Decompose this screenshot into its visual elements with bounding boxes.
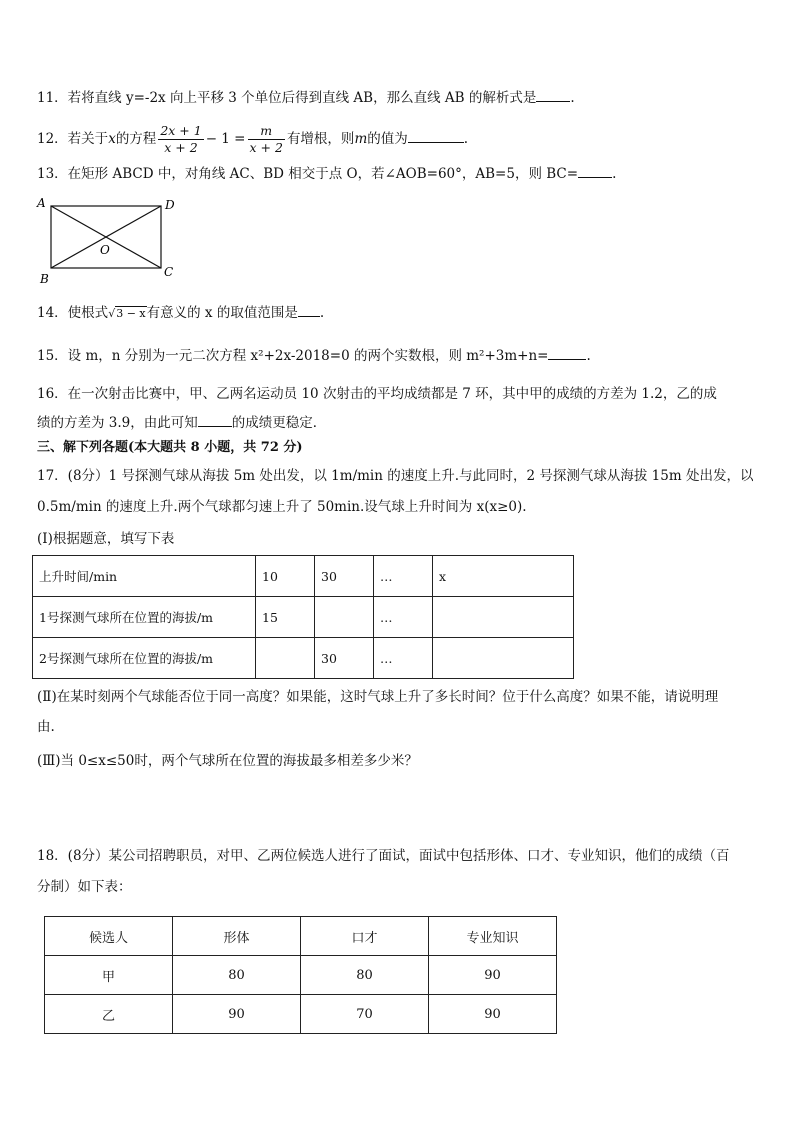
sqrt-expression: √3 − x bbox=[108, 307, 146, 320]
q15-text: 15．设 m，n 分别为一元二次方程 x²+2x-2018=0 的两个实数根，则 m²+3m+n= bbox=[37, 348, 549, 364]
q12-var-x: x bbox=[108, 131, 116, 147]
label-o: O bbox=[100, 243, 110, 257]
q17-part-3-text: (Ⅲ)当 0≤x≤50时，两个气球所在位置的海拔最多相差多少米？ bbox=[37, 753, 418, 769]
q18-table bbox=[44, 916, 557, 1034]
q15-end: . bbox=[586, 348, 591, 364]
table-cell: 70 bbox=[301, 995, 429, 1034]
q16-line-2-prefix: 绩的方差为 3.9，由此可知 bbox=[37, 415, 198, 431]
q12-minus: − 1 = bbox=[205, 131, 246, 147]
table-cell: 1号探测气球所在位置的海拔/m bbox=[33, 597, 256, 638]
radicand: 3 − x bbox=[116, 307, 146, 320]
q11-text: 11．若将直线 y=-2x 向上平移 3 个单位后得到直线 AB，那么直线 AB 的解析式是 bbox=[37, 90, 537, 106]
question-13 bbox=[37, 164, 616, 184]
table-row bbox=[45, 995, 557, 1034]
table-cell bbox=[433, 597, 574, 638]
table-header-cell: 候选人 bbox=[45, 917, 173, 956]
question-17-line-2 bbox=[37, 497, 527, 517]
question-16-line-2 bbox=[37, 413, 326, 433]
q17-line-1: 17．(8分）1 号探测气球从海拔 5m 处出发，以 1m/min 的速度上升.与此同时，2 号探测气球从海拔 15m 处出发，以 bbox=[37, 468, 754, 484]
table-cell: … bbox=[374, 638, 433, 679]
question-18-line-2 bbox=[37, 877, 132, 897]
table-cell: 上升时间/min bbox=[33, 556, 256, 597]
q14-end: . bbox=[319, 305, 325, 321]
q13-text: 13．在矩形 ABCD 中，对角线 AC、BD 相交于点 O，若∠AOB=60°，AB=5，则 BC= bbox=[37, 166, 579, 182]
table-cell: 30 bbox=[315, 556, 374, 597]
q17-table bbox=[32, 555, 574, 679]
table-cell: 90 bbox=[429, 995, 557, 1034]
question-15 bbox=[37, 346, 591, 366]
answer-blank bbox=[298, 303, 320, 317]
q16-line-2-suffix: 的成绩更稳定． bbox=[231, 415, 327, 431]
table-header-row bbox=[45, 917, 557, 956]
label-b: B bbox=[40, 272, 49, 286]
table-row bbox=[33, 638, 574, 679]
label-a: A bbox=[37, 196, 46, 210]
table-row bbox=[33, 597, 574, 638]
table-cell: 80 bbox=[173, 956, 301, 995]
answer-blank bbox=[408, 129, 464, 143]
q17-line-2: 0.5m/min 的速度上升.两个气球都匀速上升了 50min.设气球上升时间为 x(x≥0). bbox=[37, 499, 527, 515]
table-cell: 15 bbox=[256, 597, 315, 638]
table-cell: 甲 bbox=[45, 956, 173, 995]
table-cell: x bbox=[433, 556, 574, 597]
answer-blank bbox=[578, 164, 612, 178]
question-16-line-1 bbox=[37, 384, 717, 404]
answer-blank bbox=[548, 346, 586, 360]
frac1-numerator: 2x + 1 bbox=[160, 123, 202, 138]
question-17-part-1 bbox=[37, 529, 174, 549]
q14-prefix: 14．使根式 bbox=[37, 305, 109, 321]
question-11 bbox=[37, 88, 575, 108]
q12-fraction-1 bbox=[158, 123, 203, 156]
table-header-cell: 专业知识 bbox=[429, 917, 557, 956]
answer-blank bbox=[536, 88, 570, 102]
q12-suffix-2: 的值为 bbox=[367, 131, 408, 147]
section-3-heading bbox=[37, 438, 303, 458]
q12-mid: 的方程 bbox=[115, 131, 157, 147]
table-cell bbox=[315, 597, 374, 638]
table-cell: … bbox=[374, 556, 433, 597]
answer-blank bbox=[198, 413, 232, 427]
table-cell: 10 bbox=[256, 556, 315, 597]
table-row bbox=[45, 956, 557, 995]
q16-line-1: 16．在一次射击比赛中，甲、乙两名运动员 10 次射击的平均成绩都是 7 环，其中甲的成绩的方差为 1.2，乙的成 bbox=[37, 386, 717, 402]
q12-fraction-2 bbox=[248, 123, 285, 156]
table-header-cell: 口才 bbox=[301, 917, 429, 956]
section-3-title: 三、解下列各题(本大题共 8 小题，共 72 分) bbox=[37, 440, 303, 455]
table-cell: 乙 bbox=[45, 995, 173, 1034]
q18-line-2: 分制）如下表： bbox=[37, 879, 132, 895]
table-cell: 80 bbox=[301, 956, 429, 995]
q12-prefix: 12．若关于 bbox=[37, 131, 109, 147]
question-17-part-2-line-2 bbox=[37, 717, 55, 737]
table-cell: … bbox=[374, 597, 433, 638]
table-row bbox=[33, 556, 574, 597]
question-17-part-2-line-1 bbox=[37, 687, 718, 707]
table-cell: 30 bbox=[315, 638, 374, 679]
question-17-line-1 bbox=[37, 466, 753, 486]
question-18-line-1 bbox=[37, 846, 730, 866]
table-cell: 90 bbox=[429, 956, 557, 995]
question-12 bbox=[37, 122, 468, 156]
q17-part-1-text: (Ⅰ)根据题意，填写下表 bbox=[37, 531, 175, 547]
q17-part-2-line-1: (Ⅱ)在某时刻两个气球能否位于同一高度？如果能，这时气球上升了多长时间？位于什么高度？如果不能，请说明理 bbox=[37, 689, 719, 705]
q14-suffix: 有意义的 x 的取值范围是 bbox=[146, 305, 298, 321]
q12-end: . bbox=[463, 131, 469, 147]
q11-end: . bbox=[570, 90, 575, 106]
table-cell: 2号探测气球所在位置的海拔/m bbox=[33, 638, 256, 679]
label-c: C bbox=[164, 265, 174, 279]
frac2-numerator: m bbox=[248, 123, 285, 140]
q18-line-1: 18．(8分）某公司招聘职员，对甲、乙两位候选人进行了面试，面试中包括形体、口才、专业知识，他们的成绩（百 bbox=[37, 848, 730, 864]
table-header-cell: 形体 bbox=[173, 917, 301, 956]
frac1-denominator: x + 2 bbox=[164, 140, 198, 155]
frac2-denominator: x + 2 bbox=[249, 140, 283, 155]
table-cell: 90 bbox=[173, 995, 301, 1034]
rectangle-figure bbox=[34, 194, 179, 286]
question-17-part-3 bbox=[37, 751, 418, 771]
label-d: D bbox=[165, 198, 175, 212]
table-cell bbox=[256, 638, 315, 679]
question-14 bbox=[37, 303, 324, 324]
q12-suffix-1: 有增根，则 bbox=[286, 131, 355, 147]
q17-part-2-line-2: 由. bbox=[37, 719, 55, 735]
table-cell bbox=[433, 638, 574, 679]
q13-end: . bbox=[612, 166, 617, 182]
q12-var-m: m bbox=[354, 131, 368, 147]
